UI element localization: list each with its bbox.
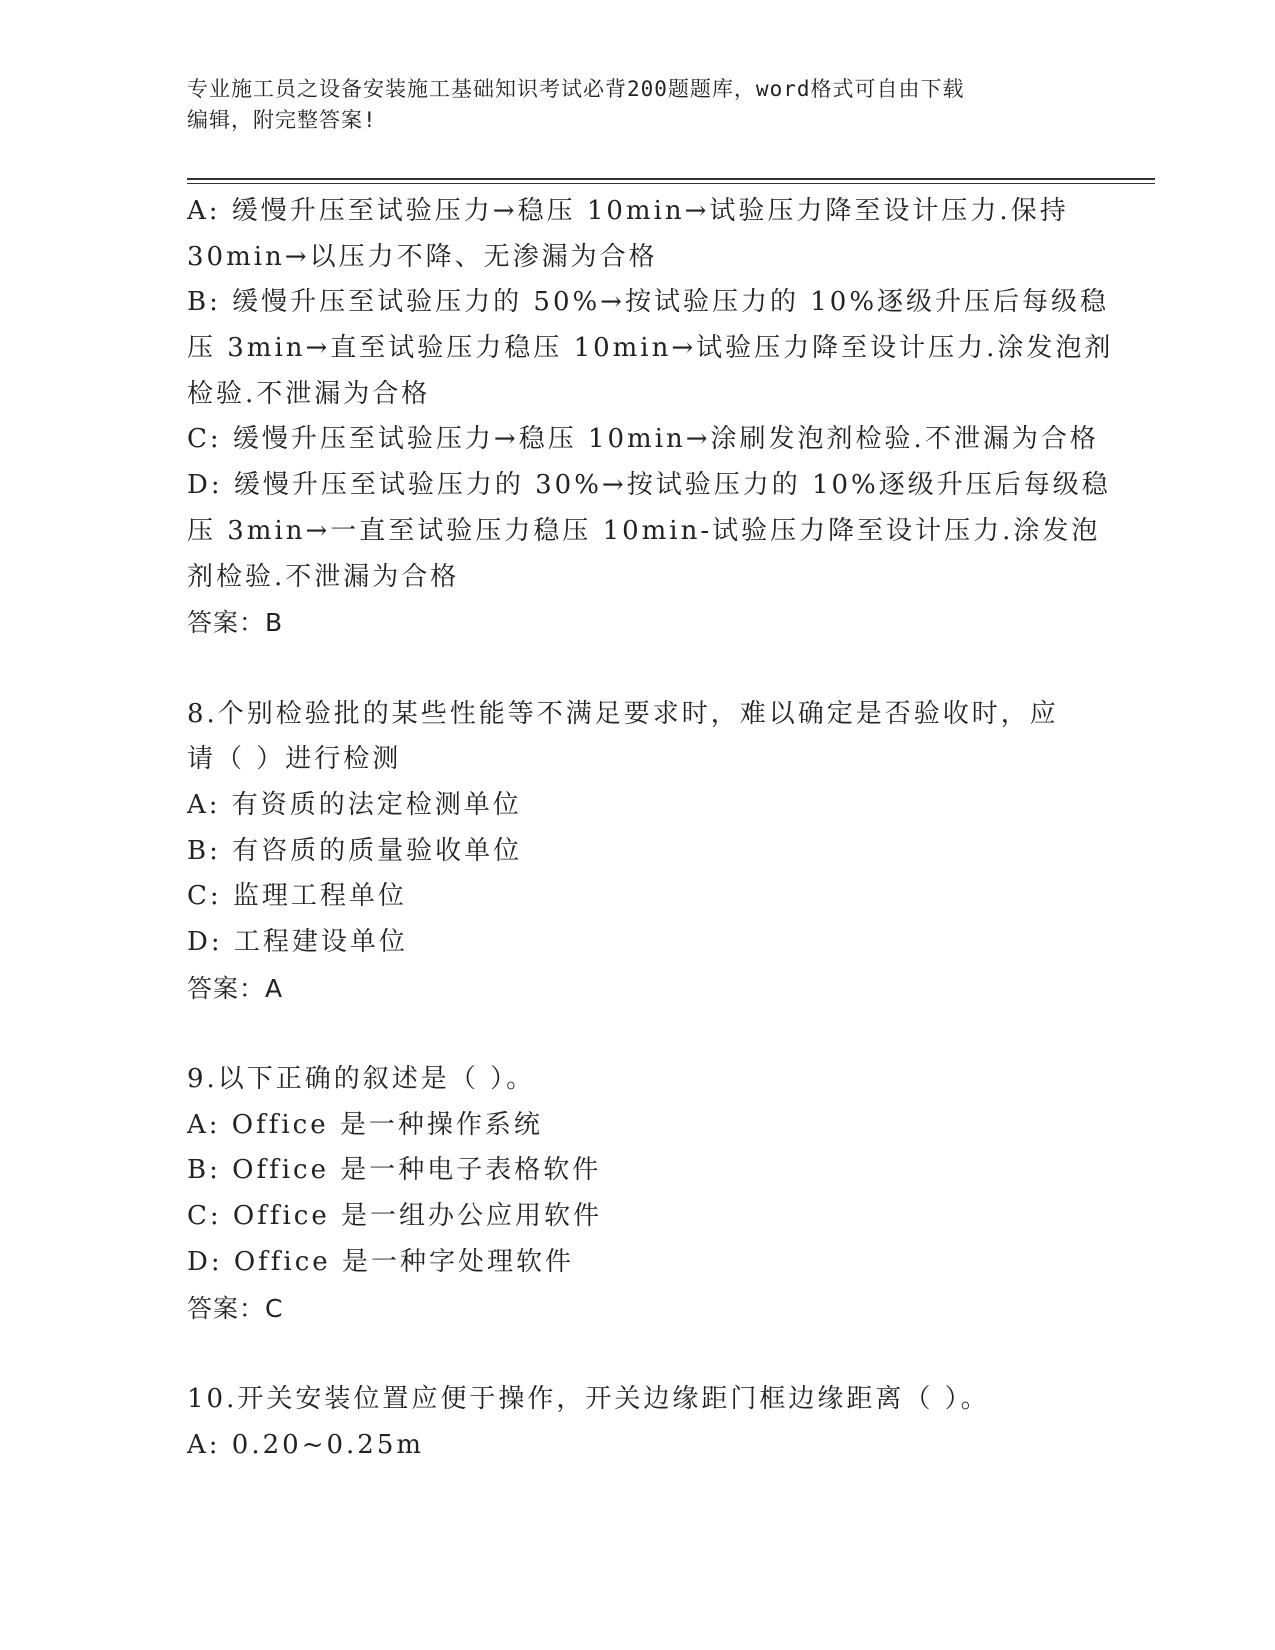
question-stem-line-1: 8.个别检验批的某些性能等不满足要求时，难以确定是否验收时，应 (187, 698, 1059, 729)
option-d-line-1: D: 缓慢升压至试验压力的 30%→按试验压力的 10%逐级升压后每级稳 (187, 470, 1111, 501)
option-b: B: Office 是一种电子表格软件 (187, 1155, 602, 1186)
header-line-2: 编辑，附完整答案! (187, 108, 377, 132)
answer-label: 答案：C (187, 1293, 284, 1323)
question-9 (187, 1057, 1087, 1331)
spacer (187, 1331, 1087, 1377)
question-list (187, 189, 1114, 1468)
option-b: B: 有咨质的质量验收单位 (187, 835, 523, 866)
option-d-line-3: 剂检验.不泄漏为合格 (187, 561, 460, 592)
question-stem-line-2: 请（ ）进行检测 (187, 744, 402, 775)
option-c: C: Office 是一组办公应用软件 (187, 1201, 603, 1232)
question-10 (187, 1377, 1087, 1468)
option-b-line-1: B: 缓慢升压至试验压力的 50%→按试验压力的 10%逐级升压后每级稳 (187, 287, 1110, 318)
option-c-line-1: C: 缓慢升压至试验压力→稳压 10min→涂刷发泡剂检验.不泄漏为合格 (187, 424, 1099, 455)
spacer (187, 1011, 1087, 1057)
document-header (187, 74, 1087, 136)
spacer (187, 646, 1087, 692)
option-a: A: 有资质的法定检测单位 (187, 789, 522, 820)
option-b-line-3: 检验.不泄漏为合格 (187, 378, 431, 409)
answer-label: 答案：B (187, 608, 284, 638)
option-b-line-2: 压 3min→直至试验压力稳压 10min→试验压力降至设计压力.涂发泡剂 (187, 333, 1114, 364)
option-a-line-2: 30min→以压力不降、无渗漏为合格 (187, 241, 658, 272)
header-divider-thin (187, 183, 1155, 184)
answer-label: 答案：A (187, 973, 284, 1003)
header-line-1: 专业施工员之设备安装施工基础知识考试必背200题题库，word格式可自由下载 (187, 77, 965, 101)
option-d: D: Office 是一种字处理软件 (187, 1246, 574, 1277)
question-8 (187, 692, 1087, 1012)
option-c: C: 监理工程单位 (187, 881, 407, 912)
question-stem: 9.以下正确的叙述是（ ）。 (187, 1064, 536, 1095)
question-7 (187, 189, 1114, 646)
option-a: A: 0.20~0.25m (187, 1429, 425, 1460)
question-stem: 10.开关安装位置应便于操作，开关边缘距门框边缘距离（ ）。 (187, 1383, 990, 1414)
option-a-line-1: A: 缓慢升压至试验压力→稳压 10min→试验压力降至设计压力.保持 (187, 196, 1069, 226)
header-divider-thick (187, 178, 1155, 180)
option-d-line-2: 压 3min→一直至试验压力稳压 10min-试验压力降至设计压力.涂发泡 (187, 515, 1101, 546)
option-a: A: Office 是一种操作系统 (187, 1109, 543, 1140)
option-d: D: 工程建设单位 (187, 927, 408, 957)
